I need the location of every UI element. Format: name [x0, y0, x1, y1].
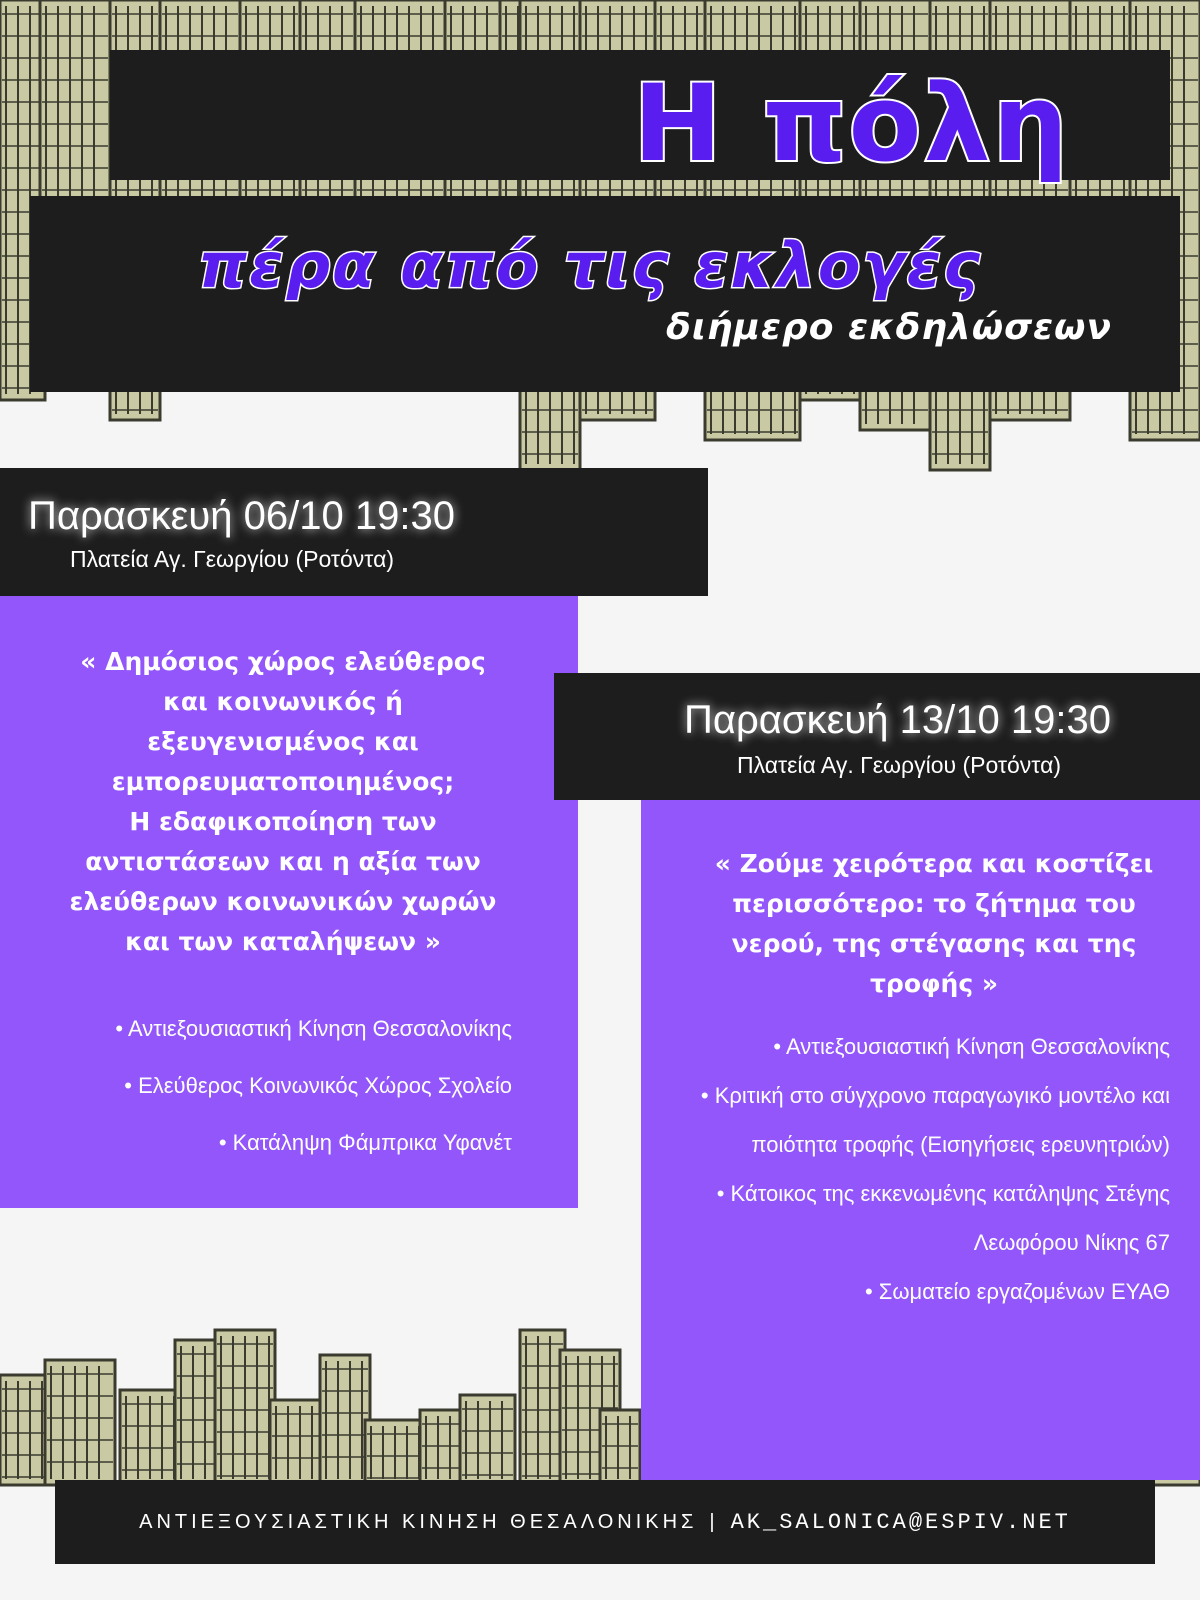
footer-email[interactable]: AK_SALONICA@ESPIV.NET [730, 1510, 1071, 1535]
speaker-item: • Κάτοικος της εκκενωμένης κατάληψης Στέγης [716, 1181, 1170, 1206]
speaker-item: • Ελεύθερος Κοινωνικός Χώρος Σχολείο [124, 1073, 512, 1098]
event2-topic-line: περισσότερο: το ζήτημα του [732, 889, 1136, 918]
event1-topic-line: και κοινωνικός ή [163, 687, 403, 716]
building [0, 1375, 50, 1485]
event1-topic-line: και των καταλήψεων » [125, 927, 441, 956]
event2-date: Παρασκευή 13/10 19:30 [684, 698, 1111, 742]
footer-bar [55, 1480, 1155, 1564]
event2-topic [695, 844, 1173, 1004]
footer-organization: ΑΝΤΙΕΞΟΥΣΙΑΣΤΙΚΗ ΚΙΝΗΣΗ ΘΕΣΑΛΟΝΙΚΗΣ [139, 1511, 698, 1533]
event1-topic-line: εξευγενισμένος και [147, 727, 419, 756]
event1-topic-line: « Δημόσιος χώρος ελεύθερος [80, 647, 486, 676]
footer-separator: | [709, 1511, 719, 1533]
building [270, 1400, 325, 1485]
building [420, 1410, 465, 1485]
building [365, 1420, 425, 1485]
building [320, 1355, 370, 1485]
tagline: διήμερο εκδηλώσεων [666, 307, 1112, 348]
building [120, 1390, 180, 1485]
event1-topic-line: Η εδαφικοποίηση των [129, 807, 437, 836]
speaker-item: ποιότητα τροφής (Εισηγήσεις ερευνητριών) [751, 1132, 1170, 1157]
event2-location: Πλατεία Αγ. Γεωργίου (Ροτόντα) [737, 752, 1062, 778]
main-title: Η πόλη [633, 62, 1070, 185]
speaker-item: • Σωματείο εργαζομένων ΕΥΑΘ [864, 1279, 1170, 1304]
event1-topic-line: αντιστάσεων και η αξία των [85, 847, 481, 876]
speaker-item: • Κατάληψη Φάμπρικα Υφανέτ [218, 1130, 512, 1155]
event1-date: Παρασκευή 06/10 19:30 [28, 494, 455, 538]
speaker-item: • Αντιεξουσιαστική Κίνηση Θεσσαλονίκης [115, 1016, 512, 1041]
building [600, 1410, 640, 1485]
subtitle: πέρα από τις εκλογές [198, 229, 982, 302]
event1-topic-line: εμπορευματοποιημένος; [111, 767, 455, 796]
event1-location: Πλατεία Αγ. Γεωργίου (Ροτόντα) [70, 546, 395, 572]
building [45, 1360, 115, 1485]
speaker-item: • Αντιεξουσιαστική Κίνηση Θεσσαλονίκης [773, 1034, 1170, 1059]
building [215, 1330, 275, 1485]
event2-topic-line: νερού, της στέγασης και της [731, 929, 1137, 958]
event1-speakers [115, 1000, 512, 1171]
event2-topic-line: τροφής » [869, 969, 999, 998]
building [460, 1395, 515, 1485]
event2-topic-line: « Ζούμε χειρότερα και κοστίζει [714, 849, 1154, 878]
speaker-item: Λεωφόρου Νίκης 67 [973, 1230, 1170, 1255]
speaker-item: • Κριτική στο σύγχρονο παραγωγικό μοντέλο και [700, 1083, 1170, 1108]
event1-topic-line: ελεύθερων κοινωνικών χωρών [69, 887, 497, 916]
building [175, 1340, 220, 1485]
event1-topic [30, 642, 536, 962]
event2-speakers [701, 1022, 1170, 1316]
building [520, 1330, 565, 1485]
